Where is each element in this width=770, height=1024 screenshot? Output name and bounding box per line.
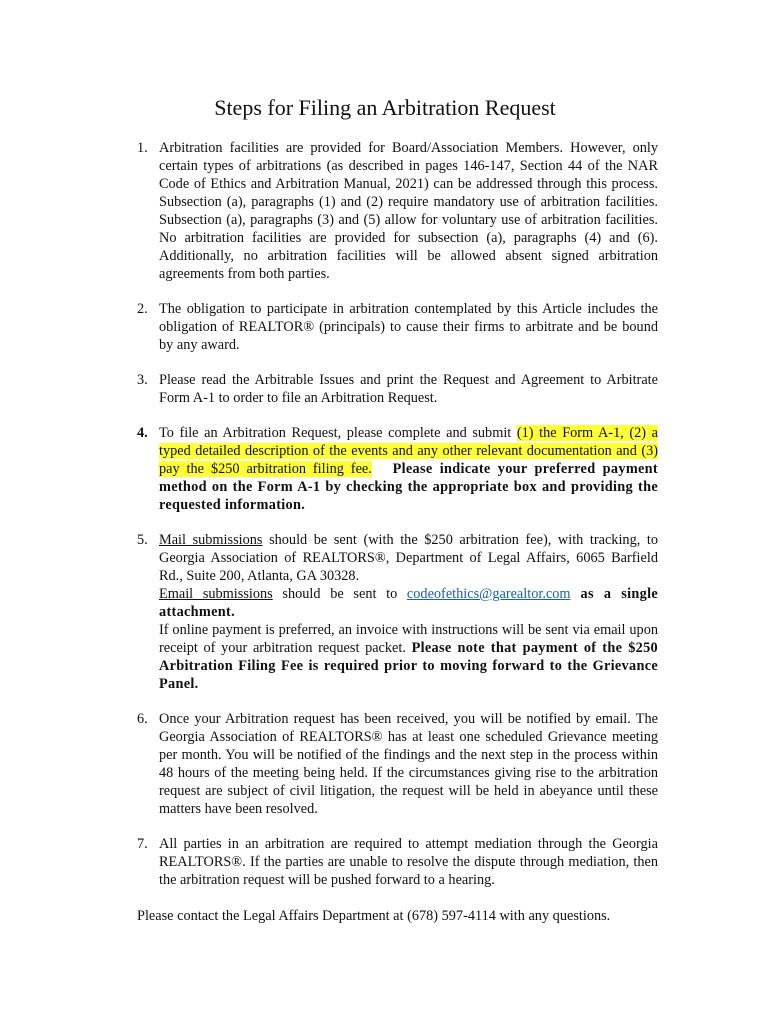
step-text: The obligation to participate in arbitration contemplated by this Article includes the obligation of REALTOR® (principals) to cause their firms to arbitrate and be bound by any award. xyxy=(159,301,658,353)
step-text: To file an Arbitration Request, please complete and submit xyxy=(159,425,517,441)
highlighted-requirements: (1) the Form A-1, (2) a typed detailed description of the events and any other relevant documentation and (3) pay the $250 arbitration filing fee. xyxy=(159,425,658,477)
step-6 xyxy=(137,710,658,818)
step-2 xyxy=(137,300,658,354)
single-attachment-note: as a single attachment. xyxy=(159,586,658,620)
step-text: Arbitration facilities are provided for Board/Association Members. However, only certain types of arbitrations (as described in pages 146-147, Section 44 of the NAR Code of Ethics and Arbitration Manual, 2021) can be addressed through this process. Subsection (a), paragraphs (1) and (2) require mandatory use of arbitration facilities. Subsection (a), paragraphs (3) and (5) allow for voluntary use of arbitration facilities. No arbitration facilities are provided for subsection (a), paragraphs (4) and (6). Additionally, no arbitration facilities will be allowed absent signed arbitration agreements from both parties. xyxy=(159,140,658,282)
filing-fee-note: Please note that payment of the $250 Arbitration Filing Fee is required prior to moving forward to the Grievance Panel. xyxy=(159,640,658,692)
step-7 xyxy=(137,835,658,889)
step-3 xyxy=(137,371,658,407)
step-number: 6. xyxy=(137,711,148,727)
step-text: All parties in an arbitration are required to attempt mediation through the Georgia REALTORS®. If the parties are unable to resolve the dispute through mediation, then the arbitration request will be pushed forward to a hearing. xyxy=(159,836,658,888)
step-1 xyxy=(137,139,658,283)
online-payment-paragraph xyxy=(159,621,658,693)
payment-method-note: Please indicate your preferred payment method on the Form A-1 by checking the appropriate box and providing the requested information. xyxy=(159,461,658,513)
email-submissions-text: should be sent to xyxy=(272,586,407,602)
step-5 xyxy=(137,531,658,693)
step-number: 2. xyxy=(137,301,148,317)
step-text: Please read the Arbitrable Issues and print the Request and Agreement to Arbitrate Form A-1 to order to file an Arbitration Request. xyxy=(159,372,658,406)
contact-footer: Please contact the Legal Affairs Department at (678) 597-4114 with any questions. xyxy=(137,908,611,924)
step-text: Once your Arbitration request has been received, you will be notified by email. The Georgia Association of REALTORS® has at least one scheduled Grievance meeting per month. You will be notified of the findings and the next step in the process within 48 hours of the meeting being held. If the circumstances giving rise to the arbitration request are subject of civil litigation, the request will be held in abeyance until these matters have been resolved. xyxy=(159,711,658,817)
email-submissions-label: Email submissions xyxy=(159,586,273,602)
mail-submissions-text: should be sent (with the $250 arbitration fee), with tracking, to Georgia Association of REALTORS®, Department of Legal Affairs, 6065 Barfield Rd., Suite 200, Atlanta, GA 30328. xyxy=(159,532,658,584)
email-link[interactable]: codeofethics@garealtor.com xyxy=(406,586,571,602)
step-number: 4. xyxy=(137,425,148,441)
step-4 xyxy=(137,424,658,514)
online-payment-text: If online payment is preferred, an invoice with instructions will be sent via email upon receipt of your arbitration request packet. xyxy=(159,622,658,656)
email-submissions-paragraph xyxy=(159,585,658,621)
mail-submissions-label: Mail submissions xyxy=(159,532,263,548)
page-title: Steps for Filing an Arbitration Request xyxy=(214,95,556,120)
mail-submissions-paragraph xyxy=(159,531,658,585)
step-number: 7. xyxy=(137,836,148,852)
steps-list xyxy=(137,139,658,906)
step-number: 3. xyxy=(137,372,148,388)
step-number: 5. xyxy=(137,532,148,548)
step-number: 1. xyxy=(137,140,148,156)
